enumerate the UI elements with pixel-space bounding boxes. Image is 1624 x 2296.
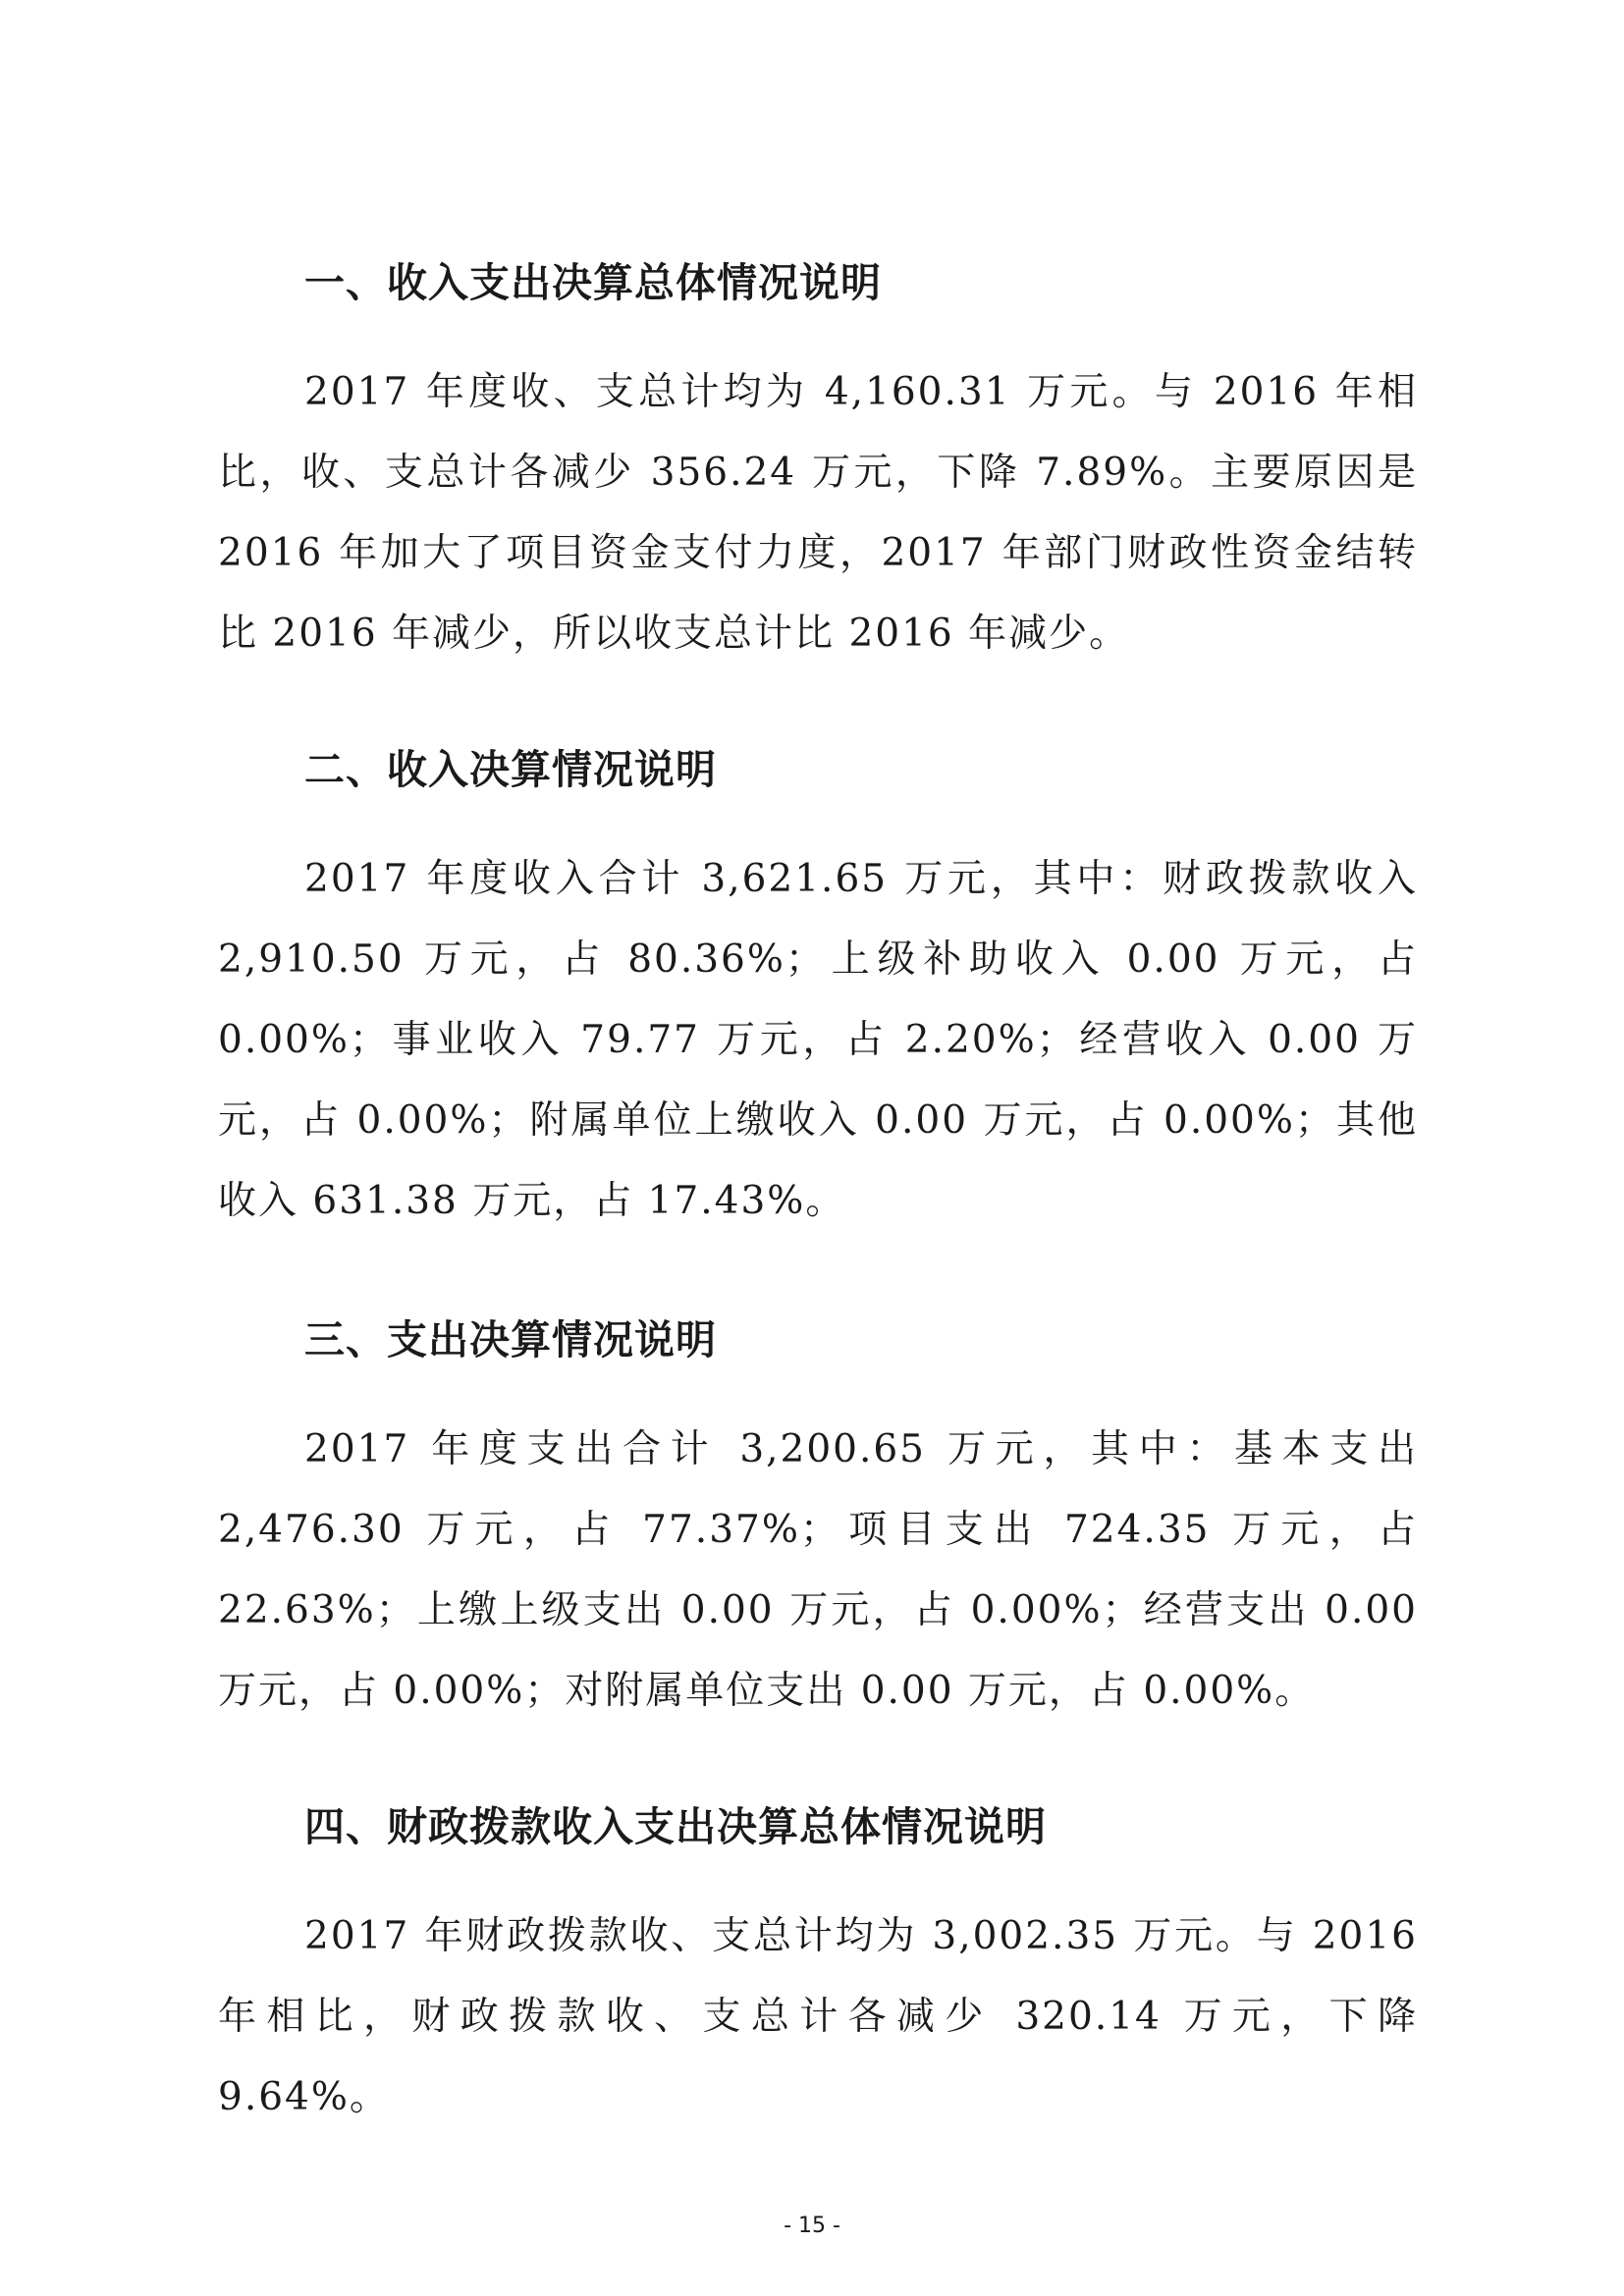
section-heading: 四、财政拨款收入支出决算总体情况说明	[304, 1803, 1047, 1850]
section-expenditure-summary	[218, 1316, 1418, 1732]
section-paragraph: 2017 年度支出合计 3,200.65 万元，其中：基本支出 2,476.30 万元，占 77.37%；项目支出 724.35 万元，占 22.63%；上缴上级支出 0.00 万元，占 0.00%；经营支出 0.00 万元，占 0.00%；对附属单位支出 0.00 万元，占 0.00%。	[218, 1427, 1418, 1713]
section-paragraph: 2017 年度收、支总计均为 4,160.31 万元。与 2016 年相比，收、支总计各减少 356.24 万元，下降 7.89%。主要原因是 2016 年加大了项目资金支付力度，2017 年部门财政性资金结转比 2016 年减少，所以收支总计比 2016 年减少。	[218, 370, 1418, 656]
section-heading: 一、收入支出决算总体情况说明	[304, 259, 882, 306]
section-paragraph: 2017 年度收入合计 3,621.65 万元，其中：财政拨款收入 2,910.50 万元，占 80.36%；上级补助收入 0.00 万元，占 0.00%；事业收入 79.77 万元，占 2.20%；经营收入 0.00 万元，占 0.00%；附属单位上缴收入 0.00 万元，占 0.00%；其他收入 631.38 万元，占 17.43%。	[218, 857, 1418, 1223]
section-heading: 二、收入决算情况说明	[304, 746, 717, 793]
page-number: - 15 -	[784, 2214, 840, 2238]
section-income-summary	[218, 746, 1418, 1242]
section-fiscal-appropriation-summary	[218, 1803, 1418, 2138]
section-heading: 三、支出决算情况说明	[304, 1316, 717, 1363]
section-overall-summary	[218, 259, 1418, 674]
section-paragraph: 2017 年财政拨款收、支总计均为 3,002.35 万元。与 2016 年相比，财政拨款收、支总计各减少 320.14 万元，下降 9.64%。	[218, 1914, 1418, 2119]
